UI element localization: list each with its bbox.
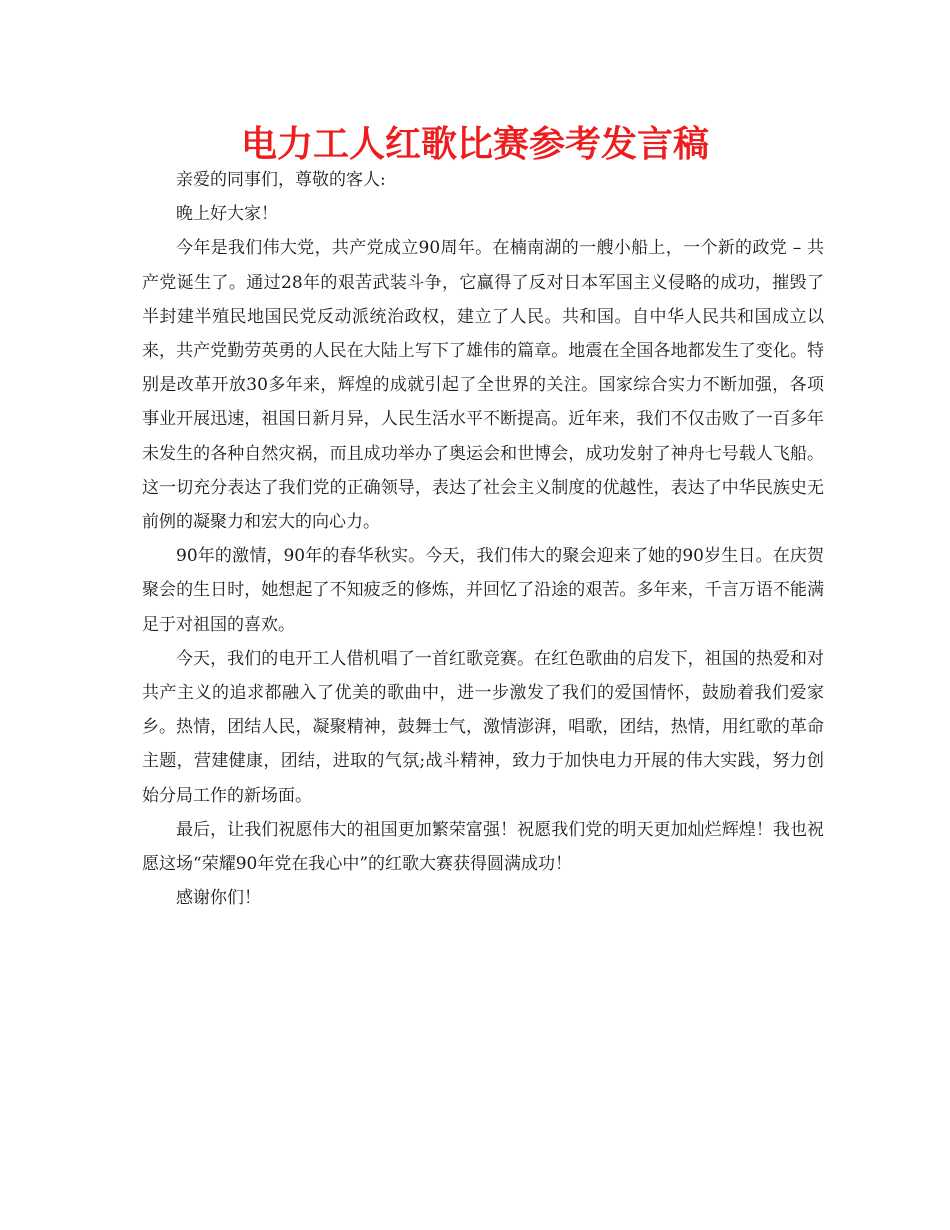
paragraph-anniversary: 90年的激情，90年的春华秋实。今天，我们伟大的聚会迎来了她的90岁生日。在庆贺聚会的生日时，她想起了不知疲乏的修炼，并回忆了沿途的艰苦。多年来，千言万语不能满足于对祖国的喜欢。 bbox=[142, 546, 824, 635]
document-body bbox=[142, 163, 824, 915]
paragraph-salutation: 亲爱的同事们，尊敬的客人: bbox=[176, 170, 386, 190]
paragraph-thanks: 感谢你们！ bbox=[176, 888, 261, 909]
paragraph-wishes: 最后，让我们祝愿伟大的祖国更加繁荣富强！祝愿我们党的明天更加灿烂辉煌！我也祝愿这场“荣耀90年党在我心中”的红歌大赛获得圆满成功！ bbox=[142, 819, 824, 875]
paragraph-history: 今年是我们伟大党，共产党成立90周年。在楠南湖的一艘小船上，一个新的政党 – 共产党诞生了。通过28年的艰苦武装斗争，它赢得了反对日本军国主义侵略的成功，摧毁了半封建半殖民地国民党反动派统治政权，建立了人民。共和国。自中华人民共和国成立以来，共产党勤劳英勇的人民在大陆上写下了雄伟的篇章。地震在全国各地都发生了变化。特别是改革开放30多年来，辉煌的成就引起了全世界的关注。国家综合实力不断加强，各项事业开展迅速，祖国日新月异，人民生活水平不断提高。近年来，我们不仅击败了一百多年未发生的各种自然灾祸，而且成功举办了奥运会和世博会，成功发射了神舟七号载人飞船。这一切充分表达了我们党的正确领导，表达了社会主义制度的优越性，表达了中华民族史无前例的凝聚力和宏大的向心力。 bbox=[142, 238, 824, 533]
paragraph-greeting: 晚上好大家！ bbox=[176, 204, 278, 225]
document-title: 电力工人红歌比赛参考发言稿 bbox=[240, 124, 709, 165]
paragraph-red-song-contest: 今天，我们的电开工人借机唱了一首红歌竞赛。在红色歌曲的启发下，祖国的热爱和对共产主义的追求都融入了优美的歌曲中，进一步激发了我们的爱国情怀，鼓励着我们爱家乡。热情，团结人民，凝聚精神，鼓舞士气，激情澎湃，唱歌，团结，热情，用红歌的革命主题，营建健康，团结，进取的气氛;战斗精神，致力于加快电力开展的伟大实践，努力创始分局工作的新场面。 bbox=[142, 648, 824, 806]
